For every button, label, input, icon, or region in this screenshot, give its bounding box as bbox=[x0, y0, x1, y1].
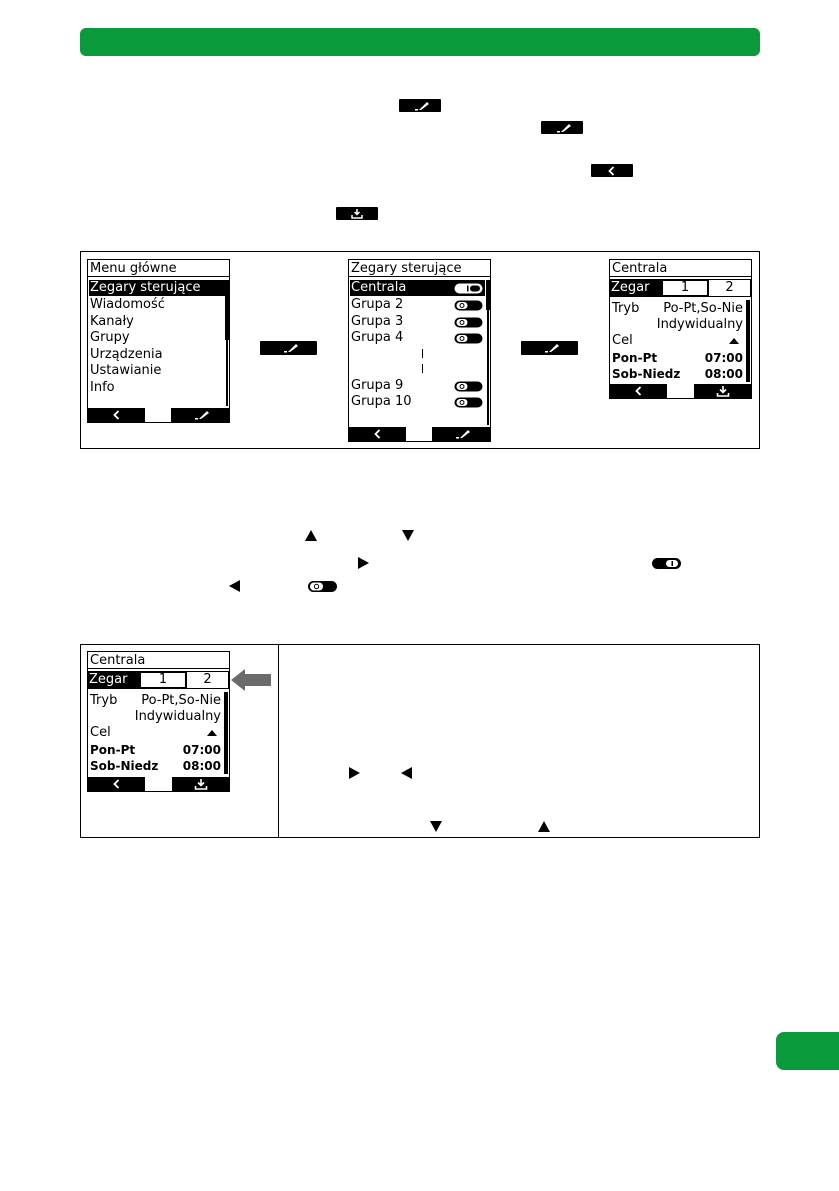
toggle-off-icon[interactable] bbox=[454, 381, 483, 392]
timer-item[interactable]: Grupa 4 bbox=[351, 330, 404, 345]
chapter-tab bbox=[776, 1032, 839, 1070]
timer-tab-label: Zegar bbox=[88, 671, 139, 689]
scrollbar[interactable] bbox=[224, 692, 228, 774]
menu-item[interactable]: Urządzenia bbox=[90, 347, 163, 362]
menu-item[interactable]: Info bbox=[90, 380, 115, 395]
ellipsis-line bbox=[422, 364, 423, 373]
toggle-off-icon[interactable] bbox=[454, 317, 483, 328]
timer-label: Centrala bbox=[351, 280, 407, 295]
mode-label: Tryb bbox=[90, 693, 118, 708]
weekday-label: Pon-Pt bbox=[612, 351, 658, 365]
tab-2[interactable]: 2 bbox=[709, 279, 751, 297]
softkey-bar bbox=[610, 384, 751, 398]
timer-item[interactable]: Grupa 2 bbox=[351, 297, 404, 312]
triangle-left-icon bbox=[401, 767, 412, 779]
triangle-down-icon bbox=[430, 821, 442, 832]
triangle-up-icon bbox=[207, 730, 217, 736]
screen-title: Menu główne bbox=[88, 260, 229, 277]
lcd-central-timer bbox=[609, 259, 752, 399]
scrollbar[interactable] bbox=[486, 280, 490, 310]
save-download-icon bbox=[716, 385, 730, 397]
triangle-up-icon bbox=[305, 530, 317, 541]
toggle-on-icon[interactable] bbox=[454, 283, 483, 294]
tab-1[interactable]: 1 bbox=[139, 671, 187, 689]
menu-item[interactable]: Wiadomość bbox=[90, 297, 165, 312]
tab-1[interactable]: 1 bbox=[661, 279, 709, 297]
edit-icon bbox=[521, 341, 578, 355]
weekday-time[interactable]: 07:00 bbox=[182, 743, 221, 757]
toggle-off-icon bbox=[308, 581, 337, 592]
save-download-icon bbox=[194, 778, 208, 790]
back-button[interactable] bbox=[88, 408, 145, 422]
column-divider bbox=[278, 644, 279, 838]
softkey-bar bbox=[88, 408, 229, 422]
weekend-label: Sob-Niedz bbox=[90, 759, 159, 773]
chevron-left-icon bbox=[112, 410, 122, 420]
scrollbar[interactable] bbox=[746, 300, 750, 382]
target-label: Cel bbox=[90, 725, 111, 740]
screen-title: Centrala bbox=[610, 260, 751, 277]
triangle-left-icon bbox=[229, 580, 240, 592]
timer-tab-label: Zegar bbox=[610, 279, 661, 297]
triangle-down-icon bbox=[402, 530, 414, 541]
weekend-label: Sob-Niedz bbox=[612, 367, 681, 381]
back-button[interactable] bbox=[349, 427, 406, 441]
scrollbar[interactable] bbox=[225, 280, 229, 340]
toggle-off-icon[interactable] bbox=[454, 333, 483, 344]
weekend-time[interactable]: 08:00 bbox=[182, 759, 221, 773]
softkey-bar bbox=[88, 777, 229, 791]
scroll-track bbox=[487, 310, 489, 425]
lcd-timers-list bbox=[348, 259, 491, 442]
mode-label: Tryb bbox=[612, 301, 640, 316]
toggle-off-icon[interactable] bbox=[454, 397, 483, 408]
mode-value-2: Indywidualny bbox=[656, 317, 743, 332]
menu-item[interactable]: Zegary sterujące bbox=[89, 280, 225, 296]
mode-value[interactable]: Po-Pt,So-Nie bbox=[141, 693, 221, 708]
ellipsis-line bbox=[422, 349, 423, 358]
chevron-left-icon bbox=[591, 164, 633, 177]
softkey-bar bbox=[349, 427, 490, 441]
tab-2[interactable]: 2 bbox=[187, 671, 229, 689]
target-label: Cel bbox=[612, 333, 633, 348]
screen-title: Zegary sterujące bbox=[349, 260, 490, 277]
pointer-arrow-icon bbox=[231, 669, 271, 691]
save-button[interactable] bbox=[172, 777, 229, 791]
triangle-right-icon bbox=[358, 557, 369, 569]
lcd-central-timer-detail bbox=[87, 651, 230, 792]
edit-button[interactable] bbox=[432, 427, 490, 441]
edit-icon bbox=[541, 121, 583, 134]
menu-item[interactable]: Ustawianie bbox=[90, 363, 162, 378]
edit-icon bbox=[399, 99, 441, 112]
timer-item[interactable]: Grupa 3 bbox=[351, 314, 404, 329]
edit-button[interactable] bbox=[171, 408, 229, 422]
back-button[interactable] bbox=[88, 777, 145, 791]
weekday-label: Pon-Pt bbox=[90, 743, 136, 757]
chevron-left-icon bbox=[634, 386, 644, 396]
toggle-off-icon[interactable] bbox=[454, 300, 483, 311]
lcd-main-menu bbox=[87, 259, 230, 423]
scroll-track bbox=[226, 340, 228, 406]
chevron-left-icon bbox=[373, 429, 383, 439]
mode-value[interactable]: Po-Pt,So-Nie bbox=[663, 301, 743, 316]
toggle-on-icon bbox=[652, 558, 681, 569]
weekday-time[interactable]: 07:00 bbox=[704, 351, 743, 365]
weekend-time[interactable]: 08:00 bbox=[704, 367, 743, 381]
chevron-left-icon bbox=[112, 779, 122, 789]
triangle-up-icon bbox=[538, 821, 550, 832]
timer-item[interactable]: Grupa 10 bbox=[351, 394, 412, 409]
back-button[interactable] bbox=[610, 384, 667, 398]
screen-title: Centrala bbox=[88, 652, 229, 669]
menu-item[interactable]: Kanały bbox=[90, 314, 134, 329]
mode-value-2: Indywidualny bbox=[134, 709, 221, 724]
triangle-up-icon bbox=[729, 338, 739, 344]
edit-icon bbox=[189, 410, 211, 420]
timer-item[interactable]: Grupa 9 bbox=[351, 378, 404, 393]
save-download-icon bbox=[336, 207, 378, 220]
edit-icon bbox=[260, 341, 317, 355]
save-button[interactable] bbox=[694, 384, 751, 398]
header-bar bbox=[80, 28, 760, 56]
menu-item[interactable]: Grupy bbox=[90, 330, 130, 345]
triangle-right-icon bbox=[349, 767, 360, 779]
edit-icon bbox=[450, 429, 472, 439]
